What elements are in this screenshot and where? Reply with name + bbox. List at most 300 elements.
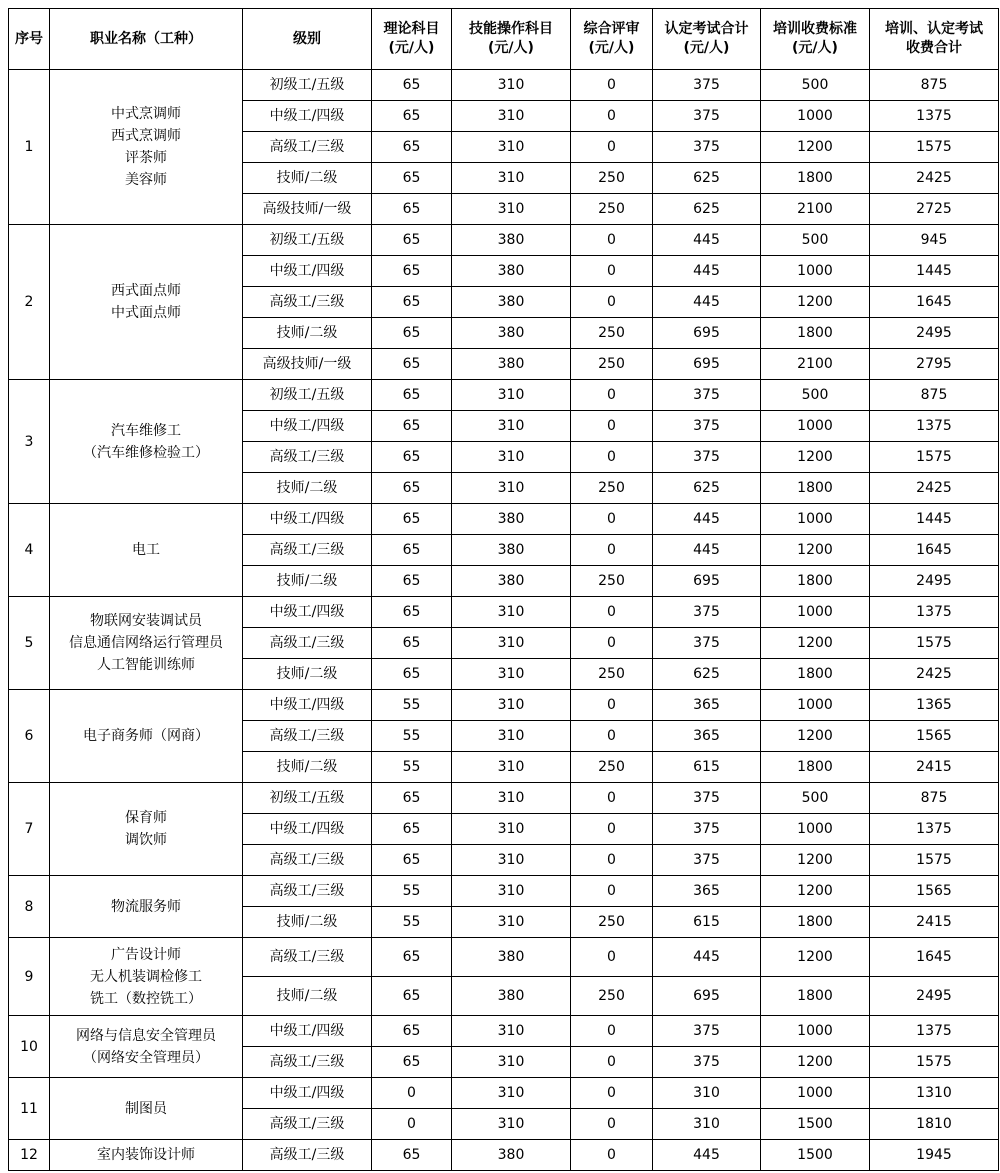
level-cell: 中级工/四级 xyxy=(243,411,372,442)
table-row xyxy=(9,225,999,256)
exam-total-cell: 445 xyxy=(653,225,761,256)
review-cell: 0 xyxy=(571,845,653,876)
grand-total-cell: 1645 xyxy=(870,938,999,977)
review-cell: 0 xyxy=(571,256,653,287)
table-row xyxy=(9,938,999,977)
training-cell: 1000 xyxy=(761,411,870,442)
skill-cell: 310 xyxy=(452,721,571,752)
training-cell: 1800 xyxy=(761,907,870,938)
skill-cell: 310 xyxy=(452,473,571,504)
theory-cell: 65 xyxy=(372,225,452,256)
grand-total-cell: 875 xyxy=(870,70,999,101)
grand-total-cell: 1645 xyxy=(870,535,999,566)
header-exam-total: 认定考试合计 (元/人) xyxy=(653,9,761,70)
skill-cell: 310 xyxy=(452,70,571,101)
table-row xyxy=(9,597,999,628)
exam-total-cell: 695 xyxy=(653,977,761,1016)
skill-cell: 380 xyxy=(452,504,571,535)
level-cell: 初级工/五级 xyxy=(243,783,372,814)
review-cell: 0 xyxy=(571,1047,653,1078)
table-row xyxy=(9,1016,999,1047)
review-cell: 250 xyxy=(571,473,653,504)
level-cell: 高级工/三级 xyxy=(243,535,372,566)
grand-total-cell: 2495 xyxy=(870,977,999,1016)
skill-cell: 380 xyxy=(452,535,571,566)
occupation-name: 网络与信息安全管理员 xyxy=(76,1027,216,1044)
training-cell: 2100 xyxy=(761,194,870,225)
seq-cell: 12 xyxy=(9,1140,50,1171)
theory-cell: 65 xyxy=(372,814,452,845)
occupation-cell xyxy=(50,225,243,380)
theory-cell: 65 xyxy=(372,535,452,566)
occupation-name: 西式烹调师 xyxy=(111,128,181,144)
exam-total-cell: 375 xyxy=(653,132,761,163)
exam-total-cell: 310 xyxy=(653,1078,761,1109)
occupation-name: 美容师 xyxy=(125,172,167,188)
occupation-name: 汽车维修工 xyxy=(111,422,181,439)
occupation-name: 西式面点师 xyxy=(111,283,181,299)
exam-total-cell: 375 xyxy=(653,814,761,845)
occupation-name: 电子商务师（网商） xyxy=(83,728,209,744)
header-review: 综合评审 (元/人) xyxy=(571,9,653,70)
review-cell: 0 xyxy=(571,1109,653,1140)
grand-total-cell: 1365 xyxy=(870,690,999,721)
exam-total-cell: 375 xyxy=(653,597,761,628)
theory-cell: 65 xyxy=(372,163,452,194)
exam-total-cell: 310 xyxy=(653,1109,761,1140)
theory-cell: 65 xyxy=(372,566,452,597)
table-row xyxy=(9,504,999,535)
occupation-cell xyxy=(50,690,243,783)
training-cell: 1200 xyxy=(761,876,870,907)
grand-total-cell: 1310 xyxy=(870,1078,999,1109)
training-cell: 1200 xyxy=(761,721,870,752)
skill-cell: 310 xyxy=(452,1047,571,1078)
theory-cell: 55 xyxy=(372,721,452,752)
review-cell: 250 xyxy=(571,977,653,1016)
level-cell: 技师/二级 xyxy=(243,163,372,194)
grand-total-cell: 2425 xyxy=(870,163,999,194)
occupation-cell xyxy=(50,938,243,1016)
header-grand-total: 培训、认定考试 收费合计 xyxy=(870,9,999,70)
training-cell: 1800 xyxy=(761,977,870,1016)
table-row xyxy=(9,70,999,101)
occupation-cell xyxy=(50,597,243,690)
grand-total-cell: 1445 xyxy=(870,256,999,287)
table-row xyxy=(9,380,999,411)
theory-cell: 65 xyxy=(372,628,452,659)
training-cell: 1000 xyxy=(761,101,870,132)
review-cell: 0 xyxy=(571,132,653,163)
occupation-name: 中式面点师 xyxy=(111,305,181,321)
review-cell: 0 xyxy=(571,287,653,318)
review-cell: 0 xyxy=(571,1078,653,1109)
exam-total-cell: 375 xyxy=(653,845,761,876)
theory-cell: 0 xyxy=(372,1109,452,1140)
training-cell: 1500 xyxy=(761,1140,870,1171)
skill-cell: 310 xyxy=(452,442,571,473)
grand-total-cell: 875 xyxy=(870,783,999,814)
exam-total-cell: 625 xyxy=(653,659,761,690)
training-cell: 1800 xyxy=(761,318,870,349)
skill-cell: 310 xyxy=(452,845,571,876)
exam-total-cell: 695 xyxy=(653,566,761,597)
theory-cell: 65 xyxy=(372,380,452,411)
level-cell: 高级工/三级 xyxy=(243,287,372,318)
exam-total-cell: 695 xyxy=(653,318,761,349)
exam-total-cell: 615 xyxy=(653,752,761,783)
exam-total-cell: 375 xyxy=(653,1047,761,1078)
review-cell: 0 xyxy=(571,411,653,442)
skill-cell: 380 xyxy=(452,225,571,256)
training-cell: 500 xyxy=(761,380,870,411)
skill-cell: 380 xyxy=(452,938,571,977)
skill-cell: 310 xyxy=(452,101,571,132)
occupation-name: 评茶师 xyxy=(125,150,167,166)
training-cell: 1000 xyxy=(761,1016,870,1047)
theory-cell: 65 xyxy=(372,659,452,690)
training-cell: 1800 xyxy=(761,566,870,597)
training-cell: 1500 xyxy=(761,1109,870,1140)
grand-total-cell: 1375 xyxy=(870,1016,999,1047)
grand-total-cell: 875 xyxy=(870,380,999,411)
skill-cell: 380 xyxy=(452,287,571,318)
grand-total-cell: 2425 xyxy=(870,659,999,690)
exam-total-cell: 375 xyxy=(653,628,761,659)
level-cell: 高级工/三级 xyxy=(243,628,372,659)
exam-total-cell: 375 xyxy=(653,1016,761,1047)
training-cell: 500 xyxy=(761,783,870,814)
level-cell: 高级工/三级 xyxy=(243,721,372,752)
review-cell: 250 xyxy=(571,659,653,690)
training-cell: 1800 xyxy=(761,752,870,783)
theory-cell: 55 xyxy=(372,876,452,907)
level-cell: 技师/二级 xyxy=(243,977,372,1016)
level-cell: 高级技师/一级 xyxy=(243,349,372,380)
level-cell: 高级工/三级 xyxy=(243,876,372,907)
table-row xyxy=(9,783,999,814)
exam-total-cell: 625 xyxy=(653,473,761,504)
fee-table xyxy=(8,8,999,1171)
exam-total-cell: 375 xyxy=(653,783,761,814)
theory-cell: 65 xyxy=(372,132,452,163)
exam-total-cell: 375 xyxy=(653,101,761,132)
exam-total-cell: 365 xyxy=(653,690,761,721)
skill-cell: 310 xyxy=(452,814,571,845)
exam-total-cell: 615 xyxy=(653,907,761,938)
grand-total-cell: 1565 xyxy=(870,721,999,752)
header-seq: 序号 xyxy=(9,9,50,70)
review-cell: 0 xyxy=(571,597,653,628)
level-cell: 高级工/三级 xyxy=(243,845,372,876)
exam-total-cell: 365 xyxy=(653,876,761,907)
header-theory: 理论科目 (元/人) xyxy=(372,9,452,70)
theory-cell: 65 xyxy=(372,318,452,349)
seq-cell: 5 xyxy=(9,597,50,690)
exam-total-cell: 365 xyxy=(653,721,761,752)
review-cell: 0 xyxy=(571,690,653,721)
seq-cell: 11 xyxy=(9,1078,50,1140)
theory-cell: 65 xyxy=(372,101,452,132)
level-cell: 初级工/五级 xyxy=(243,380,372,411)
header-level: 级别 xyxy=(243,9,372,70)
training-cell: 1000 xyxy=(761,597,870,628)
review-cell: 0 xyxy=(571,442,653,473)
skill-cell: 310 xyxy=(452,132,571,163)
training-cell: 1200 xyxy=(761,1047,870,1078)
skill-cell: 310 xyxy=(452,752,571,783)
level-cell: 中级工/四级 xyxy=(243,101,372,132)
skill-cell: 380 xyxy=(452,318,571,349)
level-cell: 高级技师/一级 xyxy=(243,194,372,225)
occupation-name: 物联网安装调试员 xyxy=(90,613,202,629)
skill-cell: 310 xyxy=(452,194,571,225)
table-row xyxy=(9,876,999,907)
skill-cell: 310 xyxy=(452,411,571,442)
skill-cell: 310 xyxy=(452,1016,571,1047)
grand-total-cell: 2795 xyxy=(870,349,999,380)
training-cell: 2100 xyxy=(761,349,870,380)
theory-cell: 65 xyxy=(372,938,452,977)
header-training: 培训收费标准 (元/人) xyxy=(761,9,870,70)
grand-total-cell: 1810 xyxy=(870,1109,999,1140)
training-cell: 500 xyxy=(761,70,870,101)
occupation-cell xyxy=(50,70,243,225)
grand-total-cell: 1565 xyxy=(870,876,999,907)
theory-cell: 65 xyxy=(372,349,452,380)
occupation-cell xyxy=(50,380,243,504)
review-cell: 0 xyxy=(571,783,653,814)
review-cell: 0 xyxy=(571,1140,653,1171)
grand-total-cell: 2725 xyxy=(870,194,999,225)
skill-cell: 310 xyxy=(452,628,571,659)
level-cell: 中级工/四级 xyxy=(243,256,372,287)
table-row xyxy=(9,1140,999,1171)
occupation-cell xyxy=(50,504,243,597)
exam-total-cell: 445 xyxy=(653,256,761,287)
training-cell: 1000 xyxy=(761,814,870,845)
table-body xyxy=(9,70,999,1171)
grand-total-cell: 2415 xyxy=(870,752,999,783)
theory-cell: 65 xyxy=(372,411,452,442)
exam-total-cell: 445 xyxy=(653,535,761,566)
review-cell: 0 xyxy=(571,938,653,977)
skill-cell: 380 xyxy=(452,349,571,380)
grand-total-cell: 1575 xyxy=(870,442,999,473)
level-cell: 高级工/三级 xyxy=(243,1140,372,1171)
exam-total-cell: 445 xyxy=(653,504,761,535)
occupation-name: （网络安全管理员） xyxy=(83,1049,209,1066)
grand-total-cell: 1645 xyxy=(870,287,999,318)
skill-cell: 310 xyxy=(452,1109,571,1140)
level-cell: 初级工/五级 xyxy=(243,225,372,256)
occupation-name: 物流服务师 xyxy=(111,898,181,915)
skill-cell: 310 xyxy=(452,690,571,721)
training-cell: 1200 xyxy=(761,287,870,318)
skill-cell: 380 xyxy=(452,566,571,597)
review-cell: 250 xyxy=(571,566,653,597)
level-cell: 高级工/三级 xyxy=(243,442,372,473)
level-cell: 中级工/四级 xyxy=(243,690,372,721)
seq-cell: 10 xyxy=(9,1016,50,1078)
grand-total-cell: 2495 xyxy=(870,318,999,349)
grand-total-cell: 1945 xyxy=(870,1140,999,1171)
review-cell: 0 xyxy=(571,876,653,907)
training-cell: 1000 xyxy=(761,690,870,721)
skill-cell: 310 xyxy=(452,876,571,907)
review-cell: 0 xyxy=(571,535,653,566)
seq-cell: 7 xyxy=(9,783,50,876)
level-cell: 技师/二级 xyxy=(243,907,372,938)
occupation-name: 室内装饰设计师 xyxy=(97,1147,195,1163)
occupation-cell xyxy=(50,876,243,938)
training-cell: 1200 xyxy=(761,132,870,163)
skill-cell: 310 xyxy=(452,163,571,194)
review-cell: 0 xyxy=(571,628,653,659)
level-cell: 技师/二级 xyxy=(243,752,372,783)
occupation-name: 中式烹调师 xyxy=(111,106,181,122)
theory-cell: 65 xyxy=(372,473,452,504)
occupation-name: 调饮师 xyxy=(125,832,167,848)
theory-cell: 65 xyxy=(372,1016,452,1047)
review-cell: 0 xyxy=(571,380,653,411)
training-cell: 1000 xyxy=(761,504,870,535)
occupation-cell xyxy=(50,1016,243,1078)
occupation-cell xyxy=(50,783,243,876)
training-cell: 1200 xyxy=(761,442,870,473)
header-skill: 技能操作科目 (元/人) xyxy=(452,9,571,70)
theory-cell: 65 xyxy=(372,845,452,876)
skill-cell: 310 xyxy=(452,907,571,938)
review-cell: 250 xyxy=(571,907,653,938)
grand-total-cell: 1375 xyxy=(870,101,999,132)
occupation-name: 人工智能训练师 xyxy=(97,657,195,673)
occupation-cell xyxy=(50,1140,243,1171)
grand-total-cell: 1575 xyxy=(870,628,999,659)
seq-cell: 4 xyxy=(9,504,50,597)
occupation-name: 电工 xyxy=(132,542,160,558)
level-cell: 高级工/三级 xyxy=(243,1047,372,1078)
theory-cell: 65 xyxy=(372,504,452,535)
level-cell: 技师/二级 xyxy=(243,318,372,349)
review-cell: 0 xyxy=(571,101,653,132)
training-cell: 1800 xyxy=(761,473,870,504)
training-cell: 1200 xyxy=(761,628,870,659)
level-cell: 技师/二级 xyxy=(243,566,372,597)
level-cell: 中级工/四级 xyxy=(243,597,372,628)
seq-cell: 9 xyxy=(9,938,50,1016)
occupation-name: 信息通信网络运行管理员 xyxy=(69,635,223,651)
review-cell: 250 xyxy=(571,349,653,380)
theory-cell: 65 xyxy=(372,287,452,318)
skill-cell: 380 xyxy=(452,1140,571,1171)
exam-total-cell: 445 xyxy=(653,287,761,318)
grand-total-cell: 1575 xyxy=(870,132,999,163)
theory-cell: 65 xyxy=(372,256,452,287)
skill-cell: 310 xyxy=(452,380,571,411)
level-cell: 中级工/四级 xyxy=(243,1016,372,1047)
review-cell: 0 xyxy=(571,504,653,535)
theory-cell: 55 xyxy=(372,690,452,721)
level-cell: 高级工/三级 xyxy=(243,938,372,977)
occupation-name: 广告设计师 xyxy=(111,946,181,963)
exam-total-cell: 375 xyxy=(653,442,761,473)
occupation-name: 制图员 xyxy=(125,1100,167,1117)
grand-total-cell: 2495 xyxy=(870,566,999,597)
exam-total-cell: 625 xyxy=(653,194,761,225)
review-cell: 0 xyxy=(571,1016,653,1047)
table-header xyxy=(9,9,999,70)
grand-total-cell: 1445 xyxy=(870,504,999,535)
grand-total-cell: 1375 xyxy=(870,597,999,628)
review-cell: 250 xyxy=(571,194,653,225)
seq-cell: 8 xyxy=(9,876,50,938)
theory-cell: 65 xyxy=(372,977,452,1016)
review-cell: 0 xyxy=(571,721,653,752)
training-cell: 1800 xyxy=(761,163,870,194)
review-cell: 0 xyxy=(571,225,653,256)
training-cell: 1000 xyxy=(761,1078,870,1109)
level-cell: 初级工/五级 xyxy=(243,70,372,101)
level-cell: 高级工/三级 xyxy=(243,132,372,163)
review-cell: 250 xyxy=(571,752,653,783)
training-cell: 1200 xyxy=(761,938,870,977)
theory-cell: 65 xyxy=(372,442,452,473)
grand-total-cell: 1575 xyxy=(870,1047,999,1078)
seq-cell: 1 xyxy=(9,70,50,225)
grand-total-cell: 2415 xyxy=(870,907,999,938)
theory-cell: 65 xyxy=(372,597,452,628)
training-cell: 500 xyxy=(761,225,870,256)
training-cell: 1000 xyxy=(761,256,870,287)
seq-cell: 6 xyxy=(9,690,50,783)
theory-cell: 65 xyxy=(372,1140,452,1171)
skill-cell: 310 xyxy=(452,1078,571,1109)
skill-cell: 310 xyxy=(452,783,571,814)
level-cell: 技师/二级 xyxy=(243,659,372,690)
skill-cell: 310 xyxy=(452,597,571,628)
training-cell: 1200 xyxy=(761,535,870,566)
theory-cell: 65 xyxy=(372,1047,452,1078)
occupation-name: 铣工（数控铣工） xyxy=(90,990,202,1007)
grand-total-cell: 1375 xyxy=(870,411,999,442)
theory-cell: 0 xyxy=(372,1078,452,1109)
grand-total-cell: 1375 xyxy=(870,814,999,845)
skill-cell: 380 xyxy=(452,256,571,287)
training-cell: 1200 xyxy=(761,845,870,876)
exam-total-cell: 375 xyxy=(653,411,761,442)
theory-cell: 55 xyxy=(372,752,452,783)
theory-cell: 65 xyxy=(372,70,452,101)
level-cell: 中级工/四级 xyxy=(243,814,372,845)
level-cell: 高级工/三级 xyxy=(243,1109,372,1140)
exam-total-cell: 375 xyxy=(653,70,761,101)
occupation-name: 保育师 xyxy=(125,810,167,826)
level-cell: 中级工/四级 xyxy=(243,504,372,535)
review-cell: 250 xyxy=(571,163,653,194)
header-occupation: 职业名称（工种） xyxy=(50,9,243,70)
grand-total-cell: 2425 xyxy=(870,473,999,504)
grand-total-cell: 945 xyxy=(870,225,999,256)
occupation-name: 无人机装调检修工 xyxy=(90,968,202,985)
exam-total-cell: 625 xyxy=(653,163,761,194)
review-cell: 0 xyxy=(571,814,653,845)
exam-total-cell: 445 xyxy=(653,1140,761,1171)
theory-cell: 65 xyxy=(372,783,452,814)
seq-cell: 3 xyxy=(9,380,50,504)
skill-cell: 380 xyxy=(452,977,571,1016)
level-cell: 技师/二级 xyxy=(243,473,372,504)
